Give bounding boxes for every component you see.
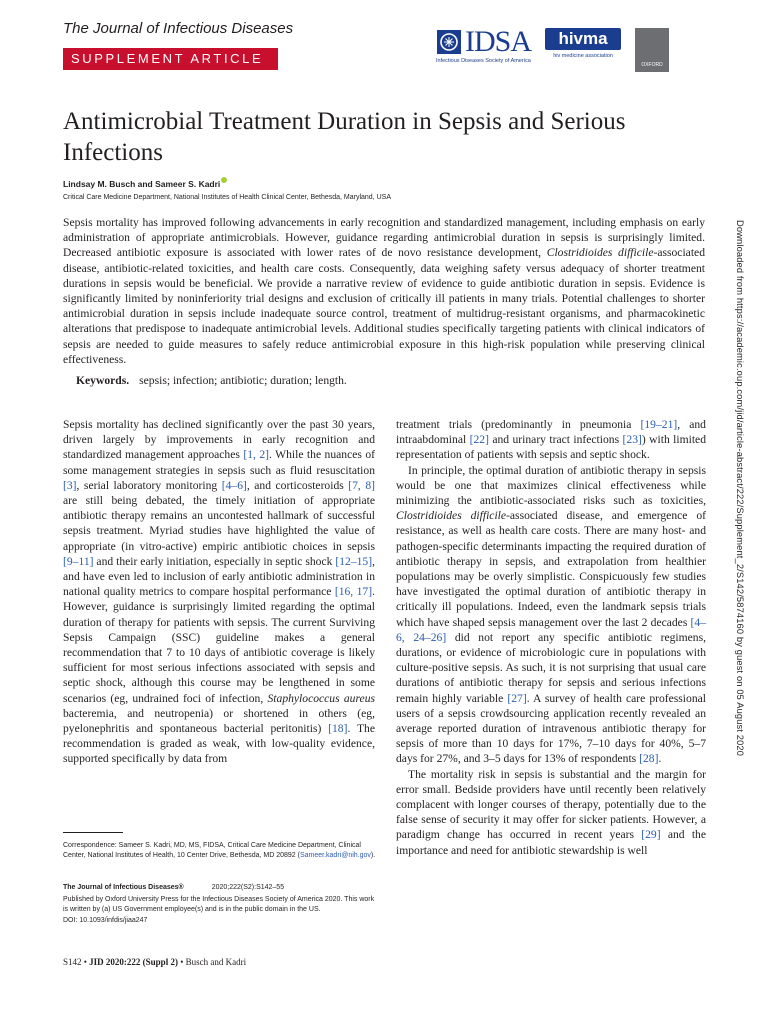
body-text: . — [658, 752, 662, 766]
journal-name: The Journal of Infectious Diseases — [63, 20, 294, 37]
citation-link[interactable]: [12–15] — [335, 554, 373, 568]
citation-link[interactable]: [4–6, 24–26] — [396, 615, 706, 644]
footnote-divider — [63, 832, 123, 833]
hivma-tagline: hiv medicine association — [553, 53, 613, 59]
citation-link[interactable]: [27] — [507, 691, 527, 705]
body-text: and their early initiation, especially in septic shock — [93, 554, 336, 568]
hivma-wordmark: hivma — [545, 28, 621, 50]
body-paragraph — [63, 417, 375, 767]
author-line — [63, 177, 227, 189]
idsa-emblem-icon — [436, 29, 462, 55]
body-text: . A survey of health care professional users of a sepsis crowdsourcing application recently revealed an average reported duration of intravenous antibiotic therapy for sepsis of more than 10 days for 17%, 7–10 days for 40%, 5–7 days for 27%, and 3–5 days for 13% of respondents — [396, 691, 706, 766]
correspondence-note — [63, 841, 377, 862]
citation-link[interactable]: [16, 17] — [334, 585, 373, 599]
body-text: and urinary tract infections — [488, 433, 623, 447]
authors-text: Lindsay M. Busch and Sameer S. Kadri — [63, 178, 221, 189]
affiliation: Critical Care Medicine Department, National Institutes of Health Clinical Center, Bethesda, Maryland, USA — [63, 194, 391, 201]
citation-link[interactable]: [1, 2] — [243, 448, 269, 462]
body-text: did not report any specific antibiotic regimens, durations, or evidence of microbiologic cure in populations with culture-positive sepsis. As such, it is not surprising that usual care durations of antibiotic therapy for sepsis and serious infections remain highly variable — [396, 630, 706, 705]
hivma-logo — [545, 28, 621, 59]
citation-link[interactable]: [4–6] — [221, 478, 247, 492]
footer-authors: Busch and Kadri — [185, 957, 247, 967]
body-paragraph — [396, 417, 706, 463]
body-text: , and corticosteroids — [246, 478, 349, 492]
body-text: . However, guidance is surprisingly limited regarding the optimal duration of therapy for patients with sepsis. The current Surviving Sepsis Campaign (SSC) guideline makes a general recommendation that 7 to 10 days of antibiotic coverage is likely sufficient for most serious infections associated with sepsis and septic shock, although this course may be lengthened in some scenarios (eg, undrained foci of infection, — [63, 585, 375, 705]
body-right-column — [396, 417, 706, 858]
body-paragraph — [396, 767, 706, 858]
article-title: Antimicrobial Treatment Duration in Sepsis and Serious Infections — [63, 108, 626, 166]
body-text: treatment trials (predominantly in pneumonia — [396, 418, 641, 431]
correspondence-text: ). — [370, 852, 376, 860]
citation-link[interactable]: [18] — [328, 722, 348, 736]
journal-citation — [63, 883, 377, 893]
journal-citation-name: The Journal of Infectious Diseases® — [63, 884, 184, 891]
download-note: Downloaded from https://academic.oup.com/jid/article-abstract/222/Supplement_2/S142/5874160 by guest on 05 August 2020 — [735, 220, 745, 757]
body-text: -associated disease, and emergence of resistance, as well as health care costs. There are many host- and pathogen-specific determinants impacting the required duration of antibiotic therapy in sepsis, and extrapolation from healthier populations may be overly simplistic. Conspicuously few studies have investigated the optimal duration of antibiotic therapy in critically ill populations. Indeed, even the landmark sepsis trials which have shaped sepsis management over the last 2 decades — [396, 509, 706, 629]
bullet-separator: • — [180, 957, 186, 967]
abstract — [63, 215, 705, 367]
keywords-list: sepsis; infection; antibiotic; duration; length. — [139, 374, 347, 387]
body-left-column — [63, 417, 375, 767]
body-text: ) with limited representation of patients with sepsis and septic shock. — [396, 433, 706, 462]
body-text: . While the nuances of some management strategies in sepsis such as fluid resuscitation — [63, 448, 375, 477]
page-footer — [63, 957, 246, 967]
publisher-note — [63, 895, 377, 926]
journal-citation-volume: 2020;222(S2):S142–55 — [211, 884, 285, 891]
body-paragraph — [396, 463, 706, 767]
citation-link[interactable]: [23] — [622, 433, 642, 447]
keywords-line — [76, 374, 347, 387]
citation-link[interactable]: [3] — [63, 478, 77, 492]
body-text: bacteremia, and neutropenia) or shortened in others (eg, pyelonephritis and spontaneous bacterial peritonitis) — [63, 706, 375, 736]
oxford-logo: OXFORD — [635, 28, 669, 72]
publisher-text: Published by Oxford University Press for the Infectious Diseases Society of America 2020. This work is written by (a) US Government employee(s) and is in the public domain in the US. — [63, 896, 375, 914]
idsa-logo — [436, 25, 532, 64]
bullet-separator: • — [83, 957, 90, 967]
body-text: , and have even led to inclusion of early antibiotic administration in national quality metrics to compare hospital performance — [63, 554, 375, 599]
body-text: The mortality risk in sepsis is substantial and the margin for error small. Bedside providers have until recently been relatively complacent with longer courses of therapy, potentially due to the false sense of security it may offer for sicker patients. However, a paradigm change has occurred in recent years — [396, 767, 706, 842]
idsa-wordmark: IDSA — [465, 25, 532, 58]
citation-link[interactable]: [28] — [639, 752, 659, 766]
body-text: , and intraabdominal — [396, 418, 706, 447]
body-text: are still being debated, the timely initiation of appropriate antibiotic therapy remains an uncontested hallmark of successful sepsis treatment. Myriad studies have highlighted the value of appropriate (in vitro-active) empiric antibiotic choices in sepsis — [63, 494, 375, 553]
journal-issue: JID 2020:222 (Suppl 2) — [89, 957, 178, 967]
doi-text[interactable]: DOI: 10.1093/infdis/jiaa247 — [63, 916, 148, 924]
body-text: In principle, the optimal duration of antibiotic therapy in sepsis would be one that maximizes clinical effectiveness while minimizing the antibiotic-associated risks such as toxicities, — [396, 463, 706, 508]
orcid-icon[interactable] — [221, 177, 227, 183]
body-text: Sepsis mortality has declined significantly over the past 30 years, driven largely by improvements in early recognition and standardized management approaches — [63, 418, 375, 462]
citation-link[interactable]: [19–21] — [640, 418, 678, 431]
email-link[interactable]: Sameer.kadri@nih.gov — [299, 852, 371, 860]
body-text: , serial laboratory monitoring — [76, 478, 222, 492]
body-text: and the importance and need for antibiotic stewardship is well — [396, 828, 707, 857]
idsa-tagline: Infectious Diseases Society of America — [436, 58, 531, 64]
citation-link[interactable]: [9–11] — [63, 554, 94, 568]
body-text: . The recommendation is graded as weak, with low-quality evidence, supported specifically by data from — [63, 722, 375, 766]
publisher-logos — [436, 25, 669, 72]
citation-link[interactable]: [22] — [469, 433, 489, 447]
correspondence-text: Correspondence: Sameer S. Kadri, MD, MS, FIDSA, Critical Care Medicine Department, Clinical Center, National Institutes of Health, 10 Center Drive, Bethesda, MD 20892 ( — [63, 842, 361, 860]
citation-link[interactable]: [7, 8] — [348, 478, 375, 492]
supplement-article-banner: SUPPLEMENT ARTICLE — [63, 48, 278, 70]
page-number: S142 — [63, 957, 82, 967]
abstract-text-1: Sepsis mortality has improved following advancements in early recognition and standardized management, including emphasis on early administration of appropriate antimicrobials. However, guidance regarding antimicrobial duration in sepsis is surprisingly limited. Decreased antibiotic exposure is associated with lower rates of de novo resistance development, — [63, 216, 705, 260]
citation-link[interactable]: [29] — [641, 828, 661, 842]
keywords-label: Keywords. — [76, 374, 130, 387]
organism-name: Staphylococcus aureus — [267, 691, 375, 705]
abstract-organism-name: Clostridioides difficile — [546, 246, 654, 260]
abstract-text-2: -associated disease, antibiotic-related toxicities, and health care costs. Consequently, data weighing safety versus adequacy of shorter treatment durations in sepsis would be beneficial. We provide a narrative review of evidence to guide antibiotic duration in sepsis. Evidence is significantly limited by noninferiority trial designs and exclusion of critically ill patients in many trials. Potential challenges to shorter antimicrobial duration in sepsis include inadequate source control, treatment of multidrug-resistant organisms, and pharmacokinetic alterations that predispose to inadequate antimicrobial levels. Additional studies specifically targeting patients with clinical indicators of sepsis are needed to guide measures to safely reduce antimicrobial exposure in this high-risk population while preserving clinical effectiveness. — [63, 246, 705, 366]
organism-name: Clostridioides difficile — [396, 509, 507, 523]
download-sidebar — [735, 220, 751, 780]
